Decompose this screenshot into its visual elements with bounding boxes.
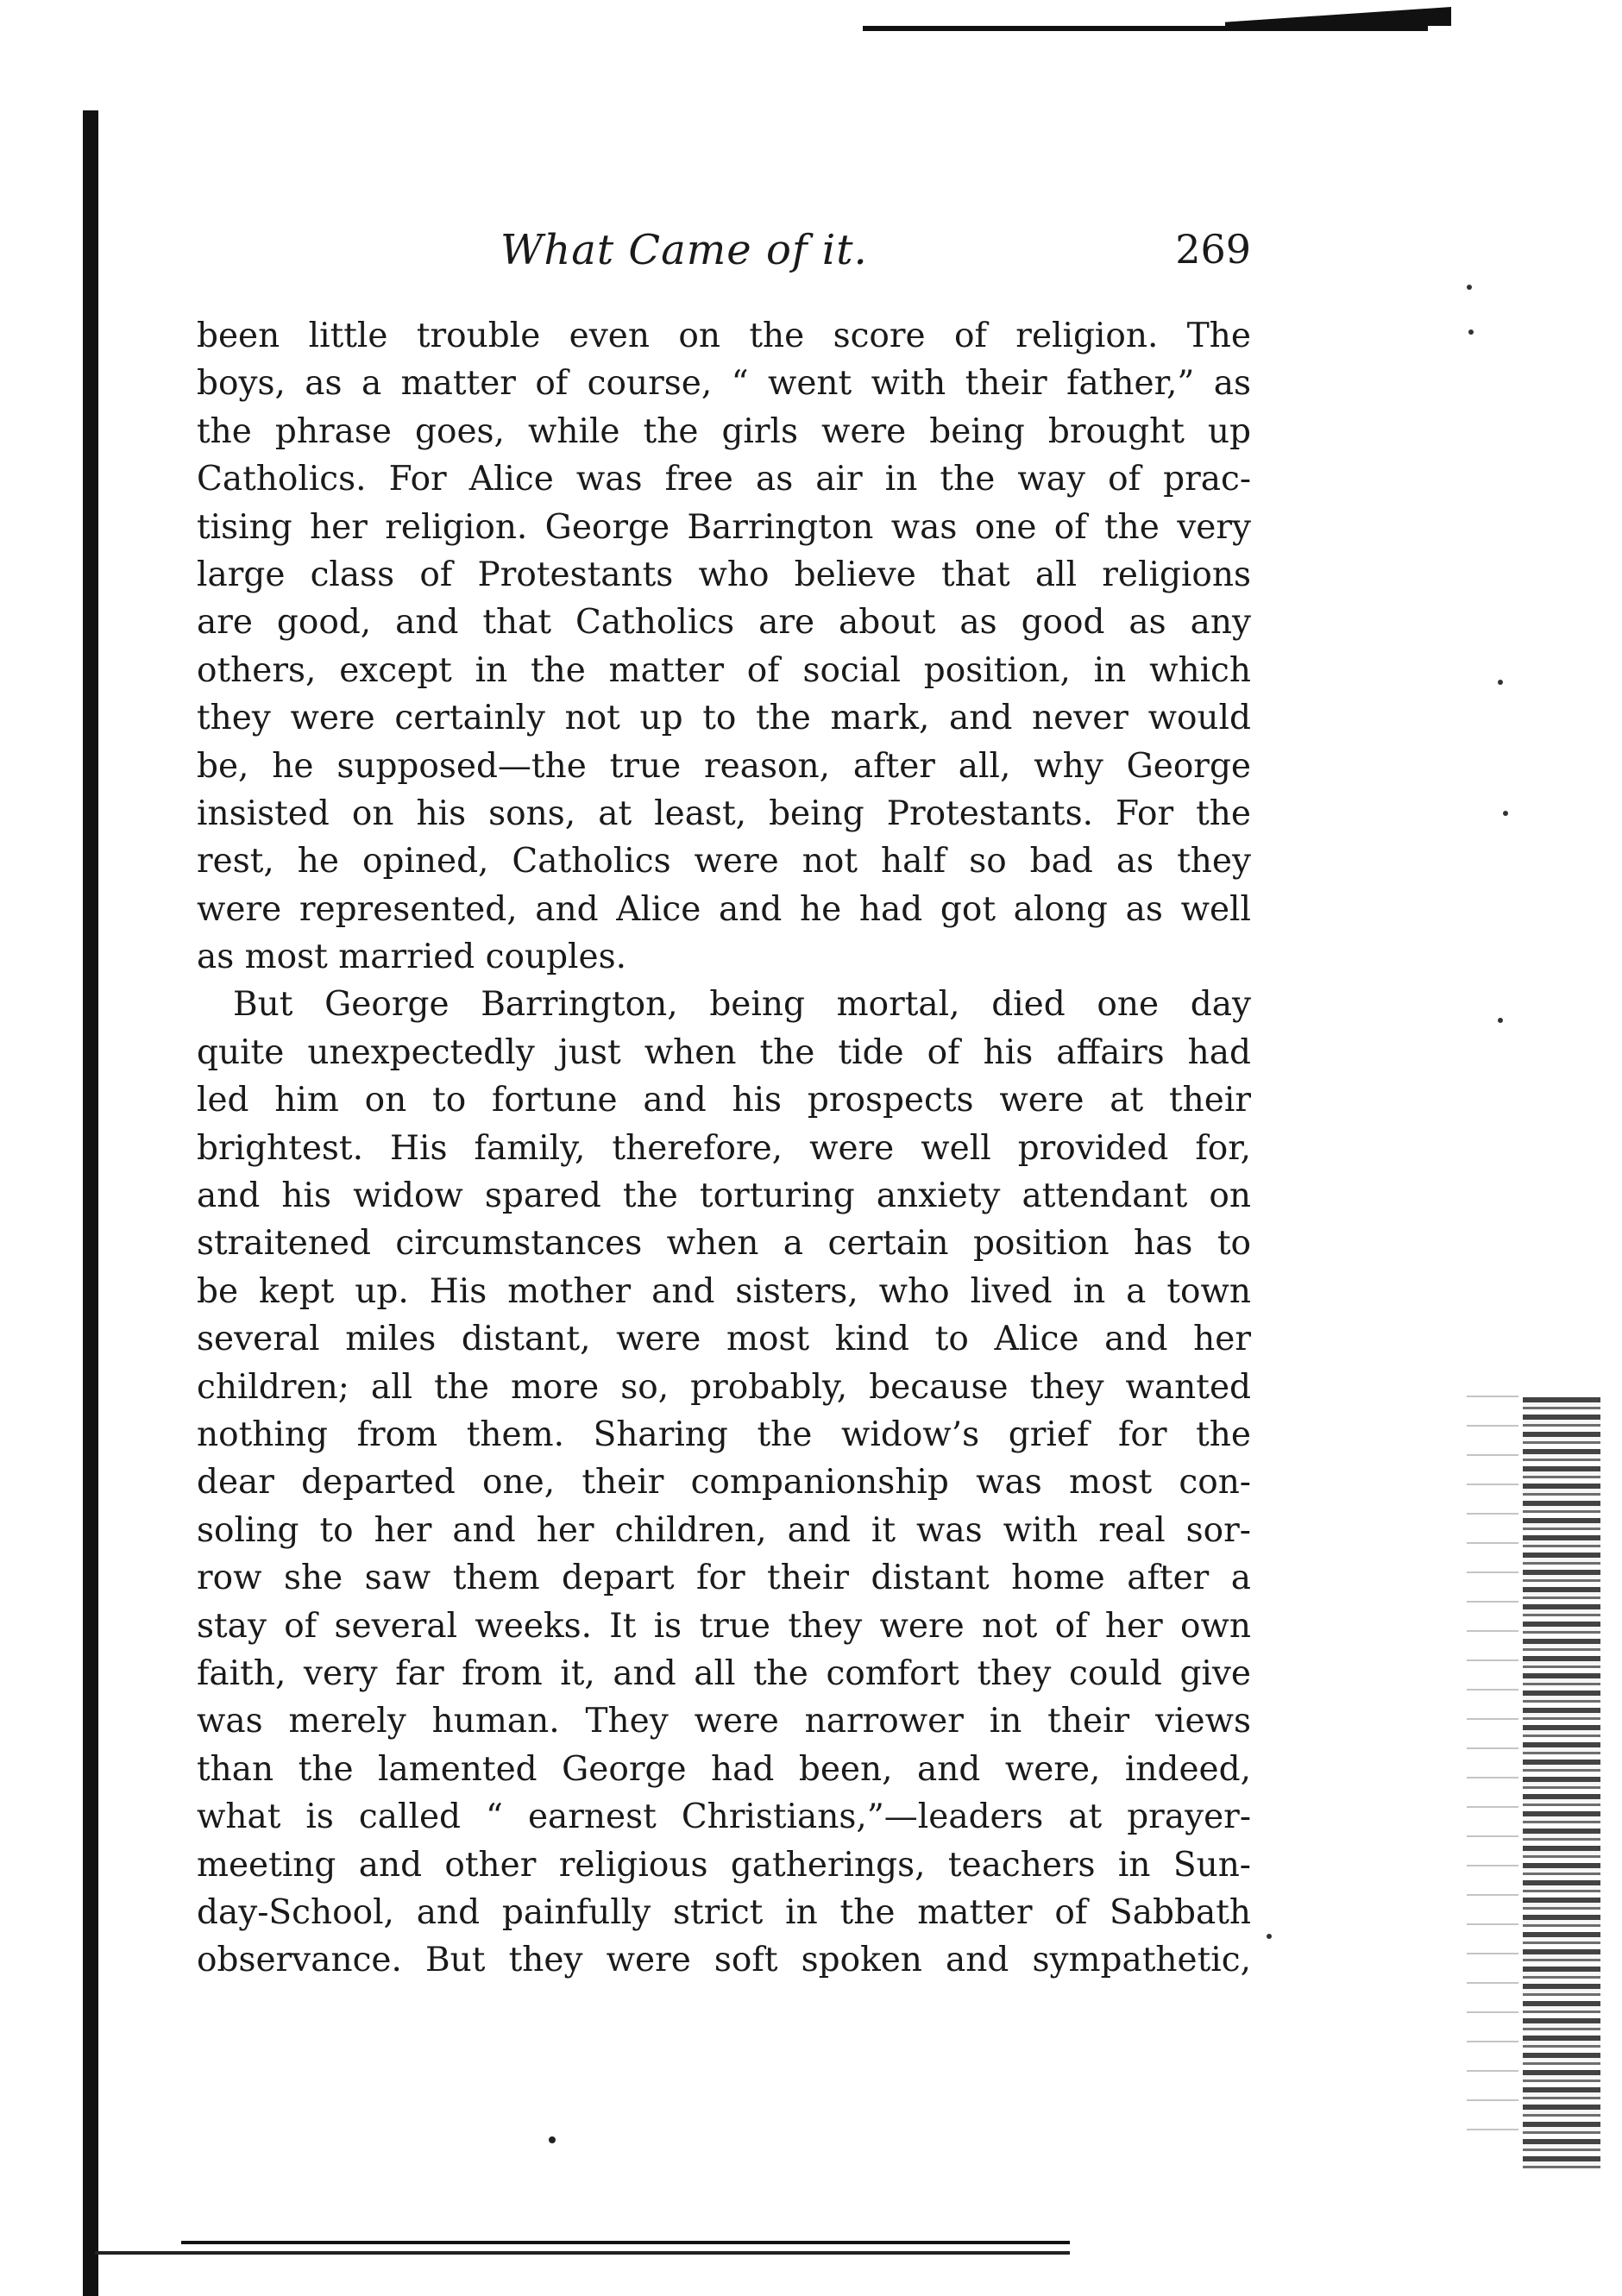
scan-speck (1503, 811, 1508, 816)
text-line: meeting and other religious gatherings, teachers in Sun- (197, 1845, 1251, 1885)
text-line: are good, and that Catholics are about as good as any (197, 603, 1251, 643)
text-line: brightest. His family, therefore, were well provided for, (197, 1128, 1251, 1168)
text-line: quite unexpectedly just when the tide of his affairs had (197, 1032, 1251, 1072)
paragraph-end-line: as most married couples. (197, 938, 627, 977)
scan-speck (1467, 285, 1472, 290)
text-line: stay of several weeks. It is true they were not of her own (197, 1606, 1251, 1646)
text-line: tising her religion. George Barrington was one of the very (197, 507, 1251, 547)
text-line: were represented, and Alice and he had got along as well (197, 889, 1251, 929)
text-line: others, except in the matter of social position, in which (197, 650, 1251, 690)
text-line: row she saw them depart for their distant home after a (197, 1559, 1251, 1598)
scan-bottom-rule-lower (95, 2251, 1070, 2255)
text-line: straitened circumstances when a certain position has to (197, 1224, 1251, 1264)
text-line: nothing from them. Sharing the widow’s grief for the (197, 1415, 1251, 1454)
scan-left-edge-bar (83, 110, 98, 2296)
text-line: they were certainly not up to the mark, and never would (197, 699, 1251, 738)
scan-speck (1498, 680, 1503, 685)
text-line: Catholics. For Alice was free as air in the way of prac- (197, 460, 1251, 499)
text-line: large class of Protestants who believe that all religions (197, 555, 1251, 594)
text-line: day-School, and painfully strict in the matter of Sabbath (197, 1892, 1251, 1932)
text-line: what is called “ earnest Christians,”—leaders at prayer- (197, 1797, 1251, 1837)
text-line: insisted on his sons, at least, being Protestants. For the (197, 794, 1251, 833)
scan-right-edge-noise (1523, 1397, 1600, 2174)
scan-speck (1267, 1934, 1272, 1939)
scan-bottom-rule (181, 2241, 1070, 2244)
text-line: be, he supposed—the true reason, after all, why George (197, 746, 1251, 786)
text-line: dear departed one, their companionship was most con- (197, 1463, 1251, 1502)
scan-right-edge-specks (1467, 1380, 1518, 2156)
text-line: was merely human. They were narrower in their views (197, 1702, 1251, 1741)
text-line: been little trouble even on the score of religion. The (197, 317, 1251, 355)
text-line: faith, very far from it, and all the comfort they could give (197, 1653, 1251, 1693)
scan-top-rule-shadow (1225, 7, 1451, 26)
text-line: children; all the more so, probably, because they wanted (197, 1367, 1251, 1407)
text-line: led him on to fortune and his prospects were at their (197, 1081, 1251, 1120)
page-number: 269 (1175, 226, 1251, 273)
text-line: several miles distant, were most kind to Alice and her (197, 1320, 1251, 1359)
text-line: the phrase goes, while the girls were being brought up (197, 411, 1251, 451)
scan-speck (1498, 1018, 1503, 1023)
scan-top-rule (863, 26, 1428, 31)
scan-footer-speck (549, 2136, 556, 2143)
running-head (197, 226, 1251, 286)
text-line: be kept up. His mother and sisters, who lived in a town (197, 1271, 1251, 1311)
text-line: rest, he opined, Catholics were not half so bad as they (197, 842, 1251, 881)
text-line: soling to her and her children, and it was with real sor- (197, 1510, 1251, 1550)
paragraph-start-line: But George Barrington, being mortal, died one day (233, 985, 1251, 1025)
body-text (197, 312, 1251, 1985)
text-line: and his widow spared the torturing anxiety attendant on (197, 1176, 1251, 1216)
scan-speck (1468, 329, 1474, 335)
text-line: observance. But they were soft spoken and sympathetic, (197, 1941, 1251, 1980)
text-line: than the lamented George had been, and were, indeed, (197, 1749, 1251, 1789)
running-head-title: What Came of it. (500, 226, 868, 274)
text-line: boys, as a matter of course, “ went with their father,” as (197, 364, 1251, 404)
